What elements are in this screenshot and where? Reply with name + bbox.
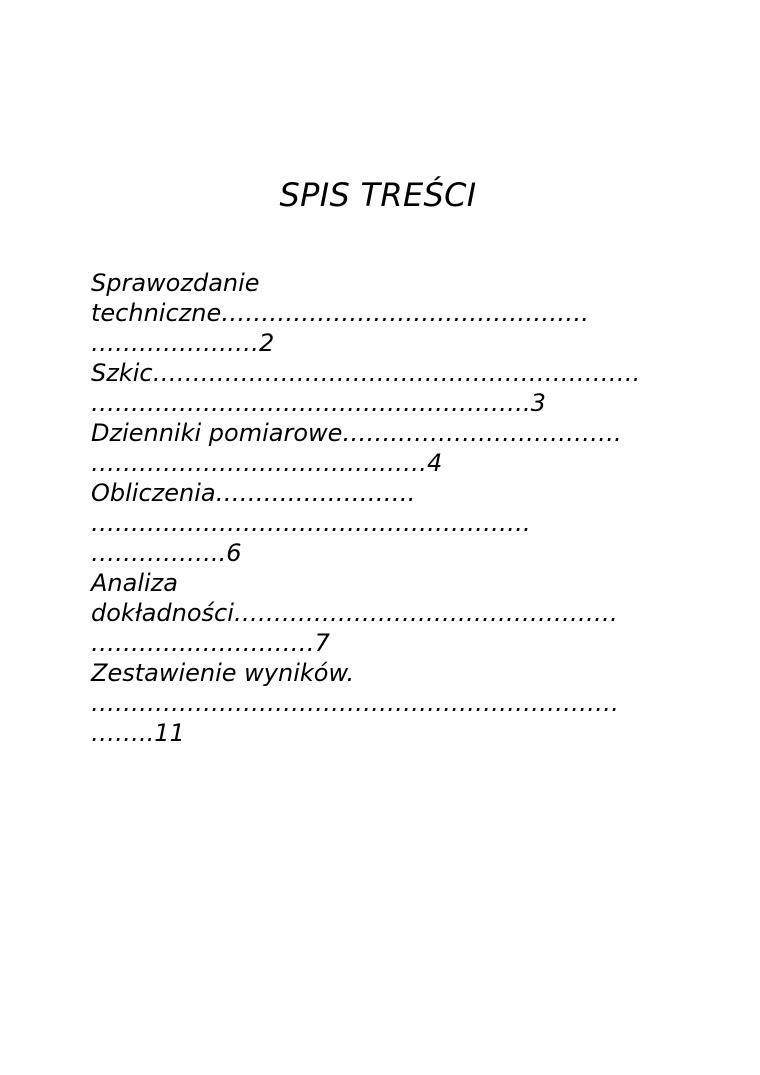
table-of-contents <box>91 268 691 748</box>
page-title: SPIS TREŚCI <box>279 176 477 214</box>
toc-line: ……………………………………………….3 <box>91 389 546 417</box>
toc-line: ……………..6 <box>91 539 242 567</box>
toc-line: Sprawozdanie <box>91 269 260 297</box>
toc-line: techniczne………………………………………. <box>91 299 589 327</box>
toc-line: Zestawienie wyników. <box>91 659 355 687</box>
toc-line: …………………2 <box>91 329 275 357</box>
toc-line: dokładności………………………………………… <box>91 599 618 627</box>
toc-line: ………….……………7 <box>91 629 330 657</box>
toc-line: ……………………………………4 <box>91 449 443 477</box>
toc-line: ……..11 <box>91 719 185 747</box>
toc-line: Dzienniki pomiarowe…….………………………. <box>91 419 622 447</box>
toc-line: ………………………………………………………… <box>91 689 619 717</box>
toc-line: Obliczenia……………………. <box>91 479 416 507</box>
toc-line: ………………………………………………. <box>91 509 531 537</box>
toc-line: Szkic……………………………………………………. <box>91 359 641 387</box>
toc-line: Analiza <box>91 569 178 597</box>
